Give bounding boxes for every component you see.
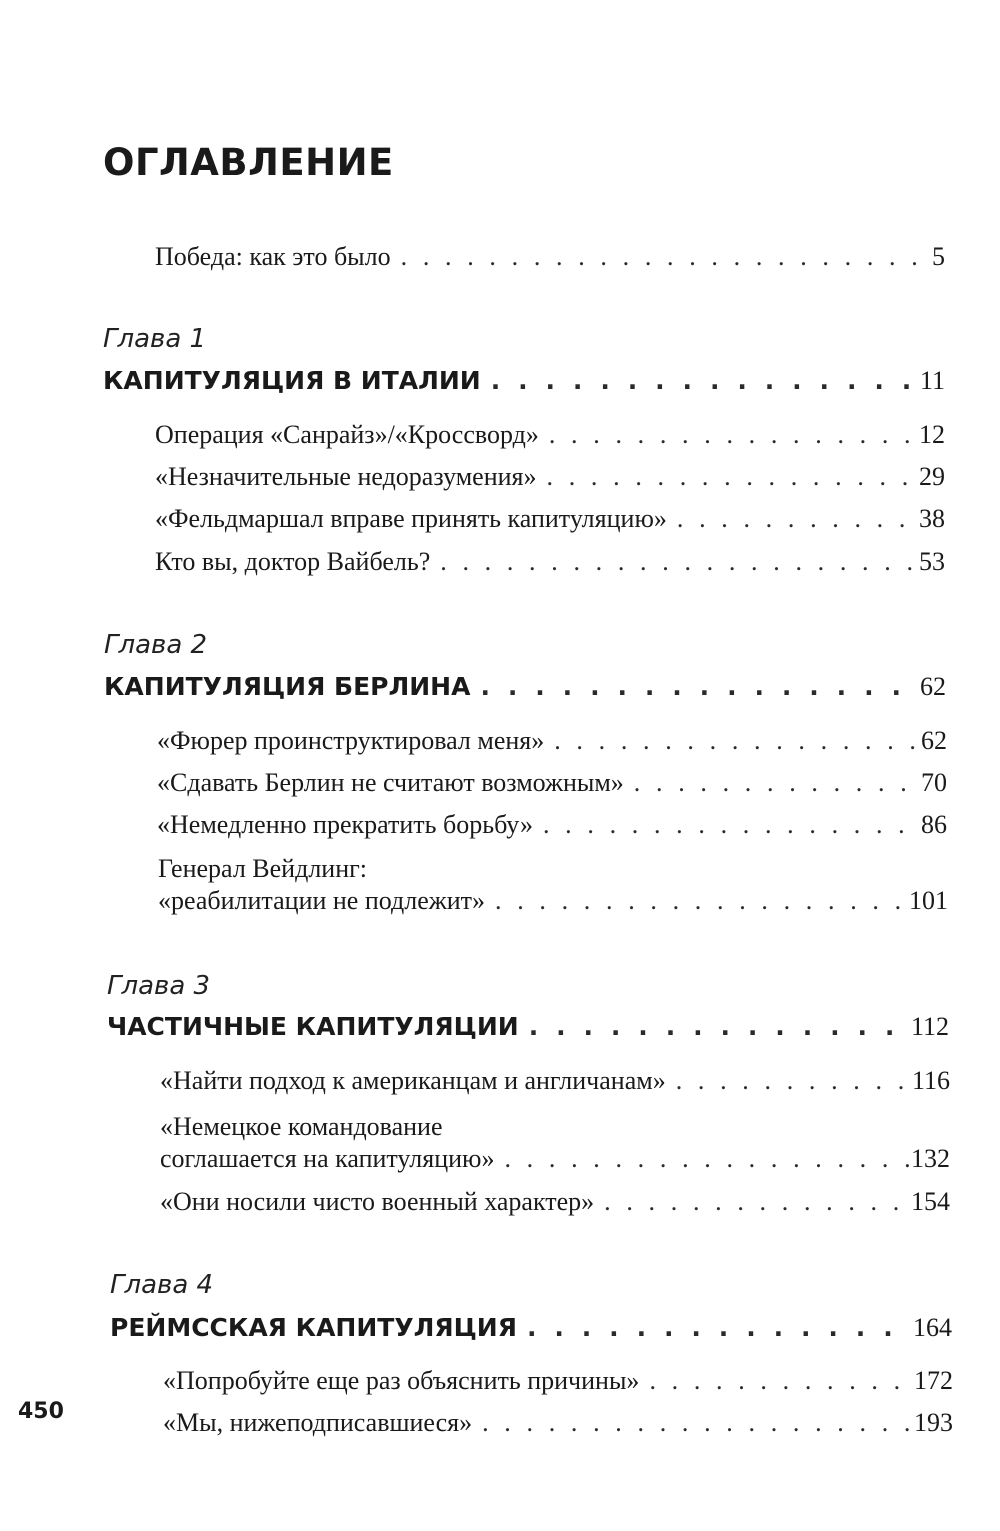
chapter-heading[interactable]	[107, 1010, 949, 1044]
toc-entry-title: Кто вы, доктор Вайбель?	[155, 547, 431, 576]
chapter-title: КАПИТУЛЯЦИЯ БЕРЛИНА	[104, 672, 471, 701]
dot-leader	[547, 460, 917, 494]
dot-leader	[649, 1364, 912, 1398]
toc-entry-title: «Мы, нижеподписавшиеся»	[163, 1408, 473, 1437]
dot-leader	[677, 502, 917, 536]
page-title: ОГЛАВЛЕНИЕ	[103, 141, 394, 184]
chapter-title: ЧАСТИЧНЫЕ КАПИТУЛЯЦИИ	[107, 1012, 519, 1041]
chapter-heading[interactable]	[103, 364, 945, 398]
chapter-heading[interactable]	[110, 1311, 952, 1345]
chapter-label: Глава 1	[103, 324, 207, 354]
toc-page-number: 86	[921, 810, 947, 839]
toc-page-number: 12	[919, 420, 945, 449]
chapter-title: РЕЙМССКАЯ КАПИТУЛЯЦИЯ	[110, 1313, 517, 1342]
toc-entry-title-line1: «Немецкое командование	[160, 1112, 443, 1141]
dot-leader	[549, 418, 917, 452]
chapter-label: Глава 2	[104, 630, 208, 660]
dot-leader	[401, 240, 930, 274]
toc-page-number: 116	[911, 1066, 950, 1095]
toc-entry[interactable]	[157, 808, 947, 842]
dot-leader	[604, 1185, 909, 1219]
toc-page-number: 62	[921, 726, 947, 755]
toc-entry[interactable]	[163, 1406, 953, 1440]
toc-page-number: 172	[914, 1366, 953, 1395]
dot-leader	[491, 364, 918, 398]
toc-entry-title: «Фельдмаршал вправе принять капитуляцию»	[155, 504, 667, 533]
toc-entry[interactable]	[160, 1064, 950, 1098]
toc-page-number: 193	[914, 1408, 953, 1437]
toc-page-number: 29	[919, 462, 945, 491]
toc-entry[interactable]	[160, 1185, 950, 1219]
toc-page-number: 5	[932, 242, 945, 271]
page-number: 450	[18, 1399, 64, 1424]
toc-page-number: 11	[919, 366, 945, 395]
toc-page-number: 53	[919, 547, 945, 576]
dot-leader	[634, 766, 919, 800]
toc-page-number: 164	[913, 1313, 952, 1342]
toc-entry[interactable]	[163, 1364, 953, 1398]
chapter-label: Глава 3	[107, 971, 211, 1001]
toc-entry[interactable]	[160, 1142, 950, 1176]
chapter-label: Глава 4	[110, 1270, 214, 1300]
toc-entry-title: «Незначительные недоразумения»	[155, 462, 537, 491]
dot-leader	[676, 1064, 910, 1098]
toc-entry-title: «Фюрер проинструктировал меня»	[157, 726, 545, 755]
toc-entry[interactable]	[157, 724, 947, 758]
toc-entry-title-line1: Генерал Вейдлинг:	[158, 854, 368, 883]
toc-entry-title: «реабилитации не подлежит»	[158, 886, 485, 915]
toc-entry[interactable]	[155, 545, 945, 579]
dot-leader	[527, 1311, 911, 1345]
toc-entry-title: «Попробуйте еще раз объяснить причины»	[163, 1366, 640, 1395]
toc-page-number: 70	[921, 768, 947, 797]
toc-entry-title: «Сдавать Берлин не считают возможным»	[157, 768, 624, 797]
toc-entry-title: Победа: как это было	[155, 242, 391, 271]
toc-entry-title: «Они носили чисто военный характер»	[160, 1187, 595, 1216]
dot-leader	[543, 808, 919, 842]
dot-leader	[480, 670, 918, 704]
toc-page-number: 101	[909, 886, 948, 915]
toc-entry-title: Операция «Санрайз»/«Кроссворд»	[155, 420, 539, 449]
dot-leader	[482, 1406, 912, 1440]
toc-page-number: 132	[911, 1144, 950, 1173]
toc-page-number: 112	[910, 1012, 949, 1041]
dot-leader	[440, 545, 917, 579]
toc-entry-title: соглашается на капитуляцию»	[160, 1144, 495, 1173]
dot-leader	[495, 884, 907, 918]
chapter-title: КАПИТУЛЯЦИЯ В ИТАЛИИ	[103, 366, 481, 395]
toc-entry-intro[interactable]	[155, 240, 945, 274]
dot-leader	[504, 1142, 909, 1176]
toc-page-number: 38	[919, 504, 945, 533]
toc-entry[interactable]	[158, 884, 948, 918]
toc-page-number: 154	[911, 1187, 950, 1216]
toc-entry[interactable]	[155, 418, 945, 452]
toc-entry-title: «Найти подход к американцам и англичанам»	[160, 1066, 666, 1095]
dot-leader	[529, 1010, 909, 1044]
dot-leader	[554, 724, 919, 758]
toc-entry-title: «Немедленно прекратить борьбу»	[157, 810, 533, 839]
toc-entry[interactable]	[157, 766, 947, 800]
chapter-heading[interactable]	[104, 670, 946, 704]
toc-entry[interactable]	[155, 502, 945, 536]
toc-page-number: 62	[920, 672, 946, 701]
toc-entry[interactable]	[155, 460, 945, 494]
